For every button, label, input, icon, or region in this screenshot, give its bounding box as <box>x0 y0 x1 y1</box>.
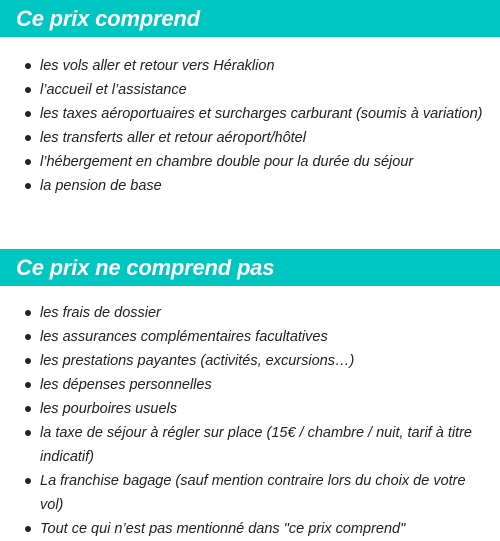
list-item-text: les assurances complémentaires facultatives <box>40 329 328 345</box>
excludes-list <box>0 301 500 541</box>
list-item-text: Tout ce qui n’est pas mentionné dans "ce prix comprend" <box>40 521 406 537</box>
list-item-text: les taxes aéroportuaires et surcharges carburant (soumis à variation) <box>40 106 483 122</box>
includes-header <box>0 0 500 37</box>
list-item <box>0 373 500 397</box>
list-item-text: La franchise bagage (sauf mention contraire lors du choix de votre vol) <box>40 473 466 513</box>
list-item-text: les dépenses personnelles <box>40 377 212 393</box>
list-item <box>0 102 500 126</box>
excludes-title: Ce prix ne comprend pas <box>16 254 275 280</box>
list-item <box>0 126 500 150</box>
bullet-icon <box>25 310 31 316</box>
bullet-icon <box>25 382 31 388</box>
list-item <box>0 421 500 469</box>
list-item <box>0 78 500 102</box>
list-item <box>0 174 500 198</box>
list-item <box>0 349 500 373</box>
list-item-text: les frais de dossier <box>40 305 161 321</box>
bullet-icon <box>25 87 31 93</box>
bullet-icon <box>25 406 31 412</box>
bullet-icon <box>25 111 31 117</box>
list-item-text: la pension de base <box>40 178 162 194</box>
bullet-icon <box>25 159 31 165</box>
excludes-header <box>0 249 500 286</box>
list-item <box>0 517 500 541</box>
bullet-icon <box>25 478 31 484</box>
list-item-text: les pourboires usuels <box>40 401 178 417</box>
bullet-icon <box>25 63 31 69</box>
bullet-icon <box>25 135 31 141</box>
includes-list <box>0 54 500 198</box>
list-item-text: la taxe de séjour à régler sur place (15€ / chambre / nuit, tarif à titre indicatif) <box>40 425 472 465</box>
list-item-text: les prestations payantes (activités, excursions…) <box>40 353 355 369</box>
list-item <box>0 54 500 78</box>
bullet-icon <box>25 334 31 340</box>
list-item <box>0 150 500 174</box>
list-item-text: l’accueil et l’assistance <box>40 82 187 98</box>
list-item <box>0 397 500 421</box>
bullet-icon <box>25 526 31 532</box>
list-item-text: l’hébergement en chambre double pour la durée du séjour <box>40 154 414 170</box>
bullet-icon <box>25 183 31 189</box>
bullet-icon <box>25 358 31 364</box>
list-item-text: les vols aller et retour vers Héraklion <box>40 58 275 74</box>
list-item <box>0 325 500 349</box>
list-item <box>0 301 500 325</box>
bullet-icon <box>25 430 31 436</box>
includes-title: Ce prix comprend <box>16 5 200 31</box>
list-item <box>0 469 500 517</box>
list-item-text: les transferts aller et retour aéroport/hôtel <box>40 130 306 146</box>
